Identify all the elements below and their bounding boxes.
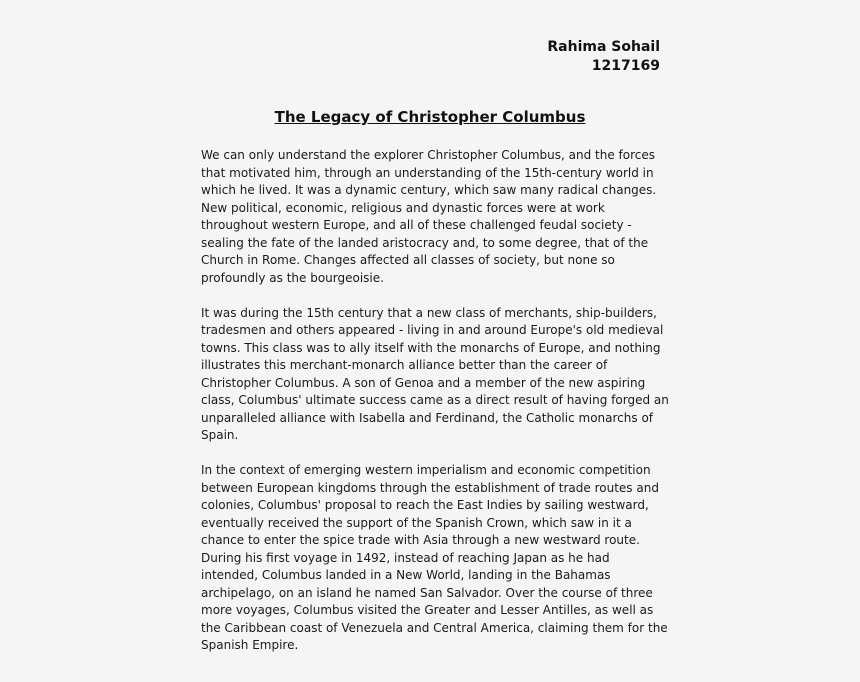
paragraph-3: In the context of emerging western imperialism and economic competition between European kingdoms through the establishment of trade routes and colonies, Columbus' proposal to reach the East Indies by sailing westward, eventually received the support of the Spanish Crown, which saw in it a chance to enter the spice trade with Asia through a new westward route. During his first voyage in 1492, instead of reaching Japan as he had intended, Columbus landed in a New World, landing in the Bahamas archipelago, on an island he named San Salvador. Over the course of three more voyages, Columbus visited the Greater and Lesser Antilles, as well as the Caribbean coast of Venezuela and Central America, claiming them for the Spanish Empire. [201, 463, 668, 652]
paragraph-1: We can only understand the explorer Christopher Columbus, and the forces that motivated him, through an understanding of the 15th-century world in which he lived. It was a dynamic century, which saw many radical changes. New political, economic, religious and dynastic forces were at work throughout western Europe, and all of these challenged feudal society - sealing the fate of the landed aristocracy and, to some degree, that of the Church in Rome. Changes affected all classes of society, but none so profoundly as the bourgeoisie. [201, 148, 657, 285]
author-name: Rahima Sohail [547, 39, 660, 55]
document-body [201, 147, 671, 672]
student-id: 1217169 [591, 58, 660, 74]
author-block [547, 38, 660, 76]
document-title: The Legacy of Christopher Columbus [274, 108, 586, 126]
paragraph-2: It was during the 15th century that a new class of merchants, ship-builders, tradesmen and others appeared - living in and around Europe's old medieval towns. This class was to ally itself with the monarchs of Europe, and nothing illustrates this merchant-monarch alliance better than the career of Christopher Columbus. A son of Genoa and a member of the new aspiring class, Columbus' ultimate success came as a direct result of having forged an unparalleled alliance with Isabella and Ferdinand, the Catholic monarchs of Spain. [201, 305, 669, 442]
